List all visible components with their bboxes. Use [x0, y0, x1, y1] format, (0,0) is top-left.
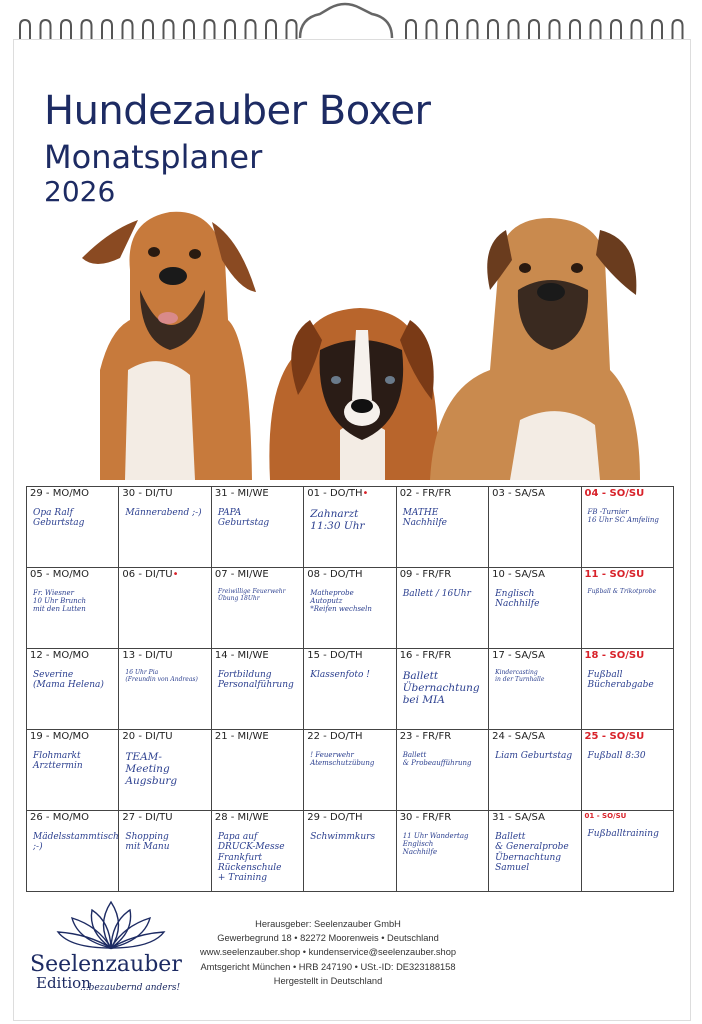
day-cell[interactable] — [27, 487, 119, 568]
day-date-label: 26 - MO/MO — [30, 812, 90, 823]
day-note: Flohmarkt — [33, 751, 81, 761]
day-cell[interactable] — [396, 649, 488, 730]
day-note: Klassenfoto ! — [310, 670, 370, 680]
day-note: in der Turnhalle — [495, 675, 545, 683]
day-note: Fortbildung — [217, 670, 272, 680]
day-cell[interactable] — [211, 730, 303, 811]
publisher-line: Gewerbegrund 18 • 82272 Moorenweis • Deutschland — [217, 933, 439, 944]
day-date-label: 28 - MI/WE — [214, 812, 269, 823]
day-note: Fr. Wiesner — [33, 589, 74, 597]
day-date-label: 12 - MO/MO — [30, 650, 90, 661]
left-boxer-dog — [82, 212, 256, 480]
day-cell[interactable] — [396, 568, 488, 649]
day-date-label: 23 - FR/FR — [399, 731, 452, 742]
day-date-label: 11 - SO/SU — [584, 569, 645, 580]
day-note: 16 Uhr SC Amfeling — [587, 516, 659, 525]
day-cell[interactable] — [119, 568, 211, 649]
day-note: Nachhilfe — [402, 518, 447, 529]
day-note: ! Feuerwehr — [310, 751, 354, 759]
day-note: Fußball 8:30 — [587, 751, 646, 761]
publisher-line: www.seelenzauber.shop • kundenservice@seelenzauber.shop — [199, 947, 457, 958]
right-boxer-dog — [430, 218, 640, 480]
day-note: *Reifen wechseln — [310, 605, 372, 614]
month-grid — [26, 486, 674, 892]
publisher-info — [196, 917, 460, 988]
day-date-label: 10 - SA/SA — [492, 569, 545, 580]
day-note: Übernachtung — [495, 852, 562, 863]
day-note: Opa Ralf — [33, 508, 73, 518]
day-note: Ballett — [402, 670, 439, 682]
day-note: TEAM-Meeting — [125, 751, 170, 776]
day-date-label: 03 - SA/SA — [492, 488, 545, 499]
day-cell[interactable] — [581, 730, 673, 811]
day-date-label: 02 - FR/FR — [399, 488, 452, 499]
day-cell[interactable] — [396, 487, 488, 568]
day-note: Shopping — [125, 832, 169, 842]
day-date-label: 01 - DO/TH• — [307, 488, 369, 499]
day-date-label: 31 - SA/SA — [492, 812, 545, 823]
day-cell[interactable] — [211, 649, 303, 730]
day-note: PAPA — [217, 508, 242, 518]
day-date-label: 07 - MI/WE — [214, 569, 269, 580]
day-note: Severine — [33, 670, 74, 680]
day-cell[interactable] — [489, 568, 581, 649]
week-row — [27, 568, 674, 649]
day-date-label: 21 - MI/WE — [214, 731, 269, 742]
day-date-label: 15 - DO/TH — [307, 650, 363, 661]
day-date-label: 06 - DI/TU• — [122, 569, 179, 580]
day-cell[interactable] — [304, 487, 396, 568]
day-note: Ballett / 16Uhr — [402, 589, 471, 599]
day-note: Männerabend ;-) — [125, 508, 202, 518]
week-row — [27, 649, 674, 730]
day-cell[interactable] — [211, 487, 303, 568]
day-date-label: 01 - SO/SU — [584, 812, 627, 820]
day-note: Fußball & Trikotprobe — [587, 588, 657, 595]
day-date-label: 30 - DI/TU — [122, 488, 173, 499]
day-note: Englisch — [402, 840, 434, 849]
day-note: 11 Uhr Wandertag — [402, 832, 469, 840]
day-note: Geburtstag — [217, 518, 270, 529]
day-note: mit Manu — [125, 842, 170, 853]
publisher-line: Amtsgericht München • HRB 247190 • USt.-ID: DE323188158 — [200, 961, 456, 972]
day-note: + Training — [217, 873, 268, 884]
calendar-subtitle: Monatsplaner — [44, 138, 263, 176]
day-cell[interactable] — [396, 730, 488, 811]
day-cell[interactable] — [119, 487, 211, 568]
day-date-label: 14 - MI/WE — [214, 650, 269, 661]
day-cell[interactable] — [27, 568, 119, 649]
day-note: & Probeaufführung — [402, 759, 472, 768]
day-note: Fußball — [587, 670, 623, 680]
day-note: Nachhilfe — [402, 848, 438, 857]
day-note: Schwimmkurs — [310, 832, 376, 842]
day-note: FB -Turnier — [587, 508, 629, 516]
day-note: (Mama Helena) — [33, 680, 104, 691]
day-note: Rückenschule — [217, 863, 282, 874]
day-note: Matheprobe — [310, 589, 354, 597]
day-note: Englisch — [495, 589, 535, 599]
day-date-label: 25 - SO/SU — [584, 731, 645, 742]
day-date-label: 05 - MO/MO — [30, 569, 90, 580]
week-row — [27, 811, 674, 892]
publisher-line: Hergestellt in Deutschland — [273, 975, 383, 986]
day-note: Fußballtraining — [587, 829, 659, 839]
day-date-label: 16 - FR/FR — [399, 650, 452, 661]
day-note: 16 Uhr Pia — [125, 669, 159, 676]
publisher-line: Herausgeber: Seelenzauber GmbH — [255, 919, 401, 929]
calendar-title: Hundezauber Boxer — [44, 88, 431, 134]
red-dot-marker: • — [172, 569, 179, 580]
day-cell[interactable] — [119, 730, 211, 811]
day-cell[interactable] — [27, 649, 119, 730]
day-note: Arzttermin — [33, 761, 83, 772]
day-date-label: 20 - DI/TU — [122, 731, 173, 742]
day-note: Personalführung — [217, 680, 294, 691]
day-note: bei MIA — [402, 694, 445, 707]
day-cell[interactable] — [27, 730, 119, 811]
day-date-label: 19 - MO/MO — [30, 731, 90, 742]
day-note: Kindercasting — [495, 669, 538, 676]
day-note: Nachhilfe — [495, 599, 540, 610]
day-cell[interactable] — [489, 811, 581, 892]
day-note: Frankfurt — [217, 852, 263, 863]
day-cell[interactable] — [581, 568, 673, 649]
day-note: Übung 18Uhr — [217, 594, 260, 602]
day-note: Ballett — [495, 832, 526, 842]
day-cell[interactable] — [304, 568, 396, 649]
day-cell[interactable] — [119, 649, 211, 730]
day-date-label: 31 - MI/WE — [214, 488, 269, 499]
publisher-logo-edition: Edition — [36, 974, 91, 992]
day-cell[interactable] — [304, 649, 396, 730]
day-cell[interactable] — [489, 487, 581, 568]
day-cell[interactable] — [489, 730, 581, 811]
day-date-label: 24 - SA/SA — [492, 731, 545, 742]
day-note: Freiwillige Feuerwehr — [217, 588, 286, 595]
day-date-label: 29 - MO/MO — [30, 488, 90, 499]
day-cell[interactable] — [304, 730, 396, 811]
week-row — [27, 730, 674, 811]
day-cell[interactable] — [211, 568, 303, 649]
calendar-year: 2026 — [44, 175, 116, 208]
day-cell[interactable] — [396, 811, 488, 892]
day-date-label: 09 - FR/FR — [399, 569, 452, 580]
day-note: Atemschutzübung — [310, 759, 375, 768]
day-note: Samuel — [495, 863, 530, 874]
day-date-label: 30 - FR/FR — [399, 812, 452, 823]
red-dot-marker: • — [362, 488, 369, 499]
day-note: Augsburg — [125, 775, 178, 788]
day-cell[interactable] — [304, 811, 396, 892]
day-note: Mädelsstammtisch — [33, 832, 119, 842]
day-cell[interactable] — [581, 811, 673, 892]
day-note: ;-) — [33, 842, 43, 853]
day-cell[interactable] — [489, 649, 581, 730]
day-note: Liam Geburtstag — [495, 751, 573, 761]
day-cell[interactable] — [581, 649, 673, 730]
day-note: & Generalprobe — [495, 842, 569, 853]
boxer-dogs-photo — [40, 200, 680, 482]
day-cell[interactable] — [211, 811, 303, 892]
day-note: DRUCK-Messe — [217, 842, 285, 853]
day-date-label: 29 - DO/TH — [307, 812, 363, 823]
day-cell[interactable] — [27, 811, 119, 892]
middle-boxer-puppy — [269, 308, 438, 480]
day-date-label: 18 - SO/SU — [584, 650, 645, 661]
day-date-label: 13 - DI/TU — [122, 650, 173, 661]
day-note: Bücherabgabe — [587, 680, 654, 691]
day-date-label: 27 - DI/TU — [122, 812, 173, 823]
day-note: Ballett — [402, 751, 427, 759]
day-note: mit den Lutten — [33, 605, 86, 614]
day-date-label: 08 - DO/TH — [307, 569, 363, 580]
day-date-label: 22 - DO/TH — [307, 731, 363, 742]
day-note: Autoputz — [310, 597, 343, 606]
day-note: Übernachtung — [402, 682, 480, 695]
day-date-label: 04 - SO/SU — [584, 488, 645, 499]
week-row — [27, 487, 674, 568]
day-note: 10 Uhr Brunch — [33, 597, 87, 606]
publisher-logo-name: Seelenzauber — [30, 952, 182, 977]
day-cell[interactable] — [581, 487, 673, 568]
day-note: Papa auf — [217, 832, 258, 842]
day-note: MATHE — [402, 508, 439, 518]
day-note: (Freundin von Andreas) — [125, 675, 198, 683]
day-note: Geburtstag — [33, 518, 85, 529]
day-note: Zahnarzt — [310, 508, 359, 520]
publisher-logo-tagline: ...bezaubernd anders! — [80, 983, 181, 993]
day-date-label: 17 - SA/SA — [492, 650, 545, 661]
day-note: 11:30 Uhr — [310, 520, 365, 533]
day-cell[interactable] — [119, 811, 211, 892]
